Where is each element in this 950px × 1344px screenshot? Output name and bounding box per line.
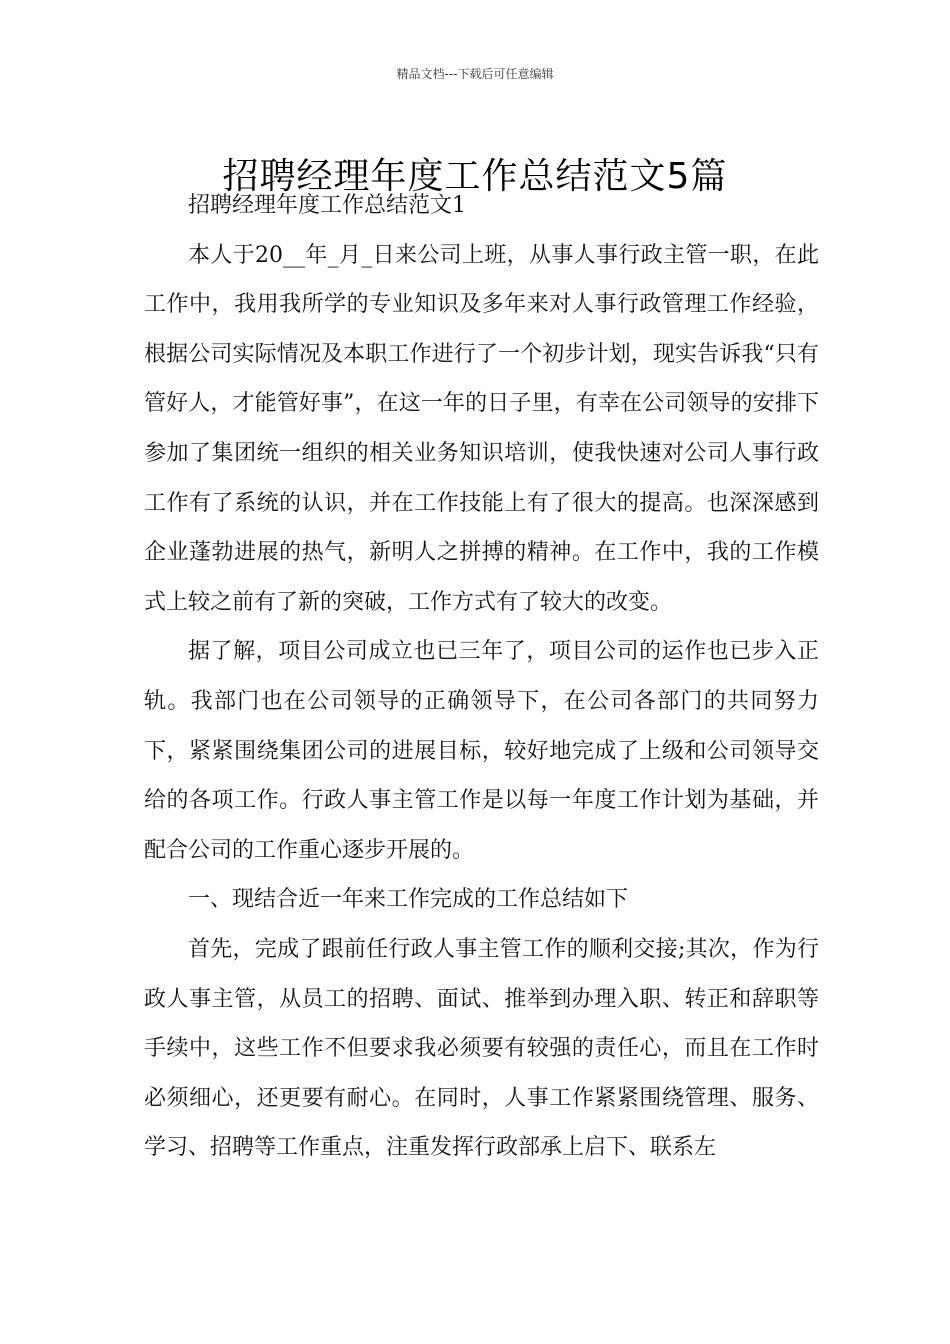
header-note: 精品文档---下载后可任意编辑 [396, 67, 554, 81]
section-heading: 一、现结合近一年来工作完成的工作总结如下 [188, 887, 629, 913]
paragraph: 本人于20__年_月_日来公司上班，从事人事行政主管一职，在此工作中，我用我所学的专业知识及多年来对人事行政管理工作经验，根据公司实际情况及本职工作进行了一个初步计划，现实告诉我“只有管好人，才能管好事”，在这一年的日子里，有幸在公司领导的安排下参加了集团统一组织的相关业务知识培训，使我快速对公司人事行政工作有了系统的认识，并在工作技能上有了很大的提高。也深深感到企业蓬勃进展的热气，新明人之拼搏的精神。在工作中，我的工作模式上较之前有了新的突破，工作方式有了较大的改变。 [144, 242, 819, 615]
section-subtitle: 招聘经理年度工作总结范文1 [188, 193, 466, 218]
paragraph: 据了解，项目公司成立也已三年了，项目公司的运作也已步入正轨。我部门也在公司领导的正确领导下，在公司各部门的共同努力下，紧紧围绕集团公司的进展目标，较好地完成了上级和公司领导交给的各项工作。行政人事主管工作是以每一年度工作计划为基础，并配合公司的工作重心逐步开展的。 [144, 639, 819, 863]
paragraph: 首先，完成了跟前任行政人事主管工作的顺利交接;其次，作为行政人事主管，从员工的招聘、面试、推举到办理入职、转正和辞职等手续中，这些工作不但要求我必须要有较强的责任心，而且在工作时必须细心，还更要有耐心。在同时，人事工作紧紧围绕管理、服务、学习、招聘等工作重点，注重发挥行政部承上启下、联系左 [144, 936, 819, 1161]
document-title: 招聘经理年度工作总结范文5篇 [222, 156, 728, 198]
document-body [144, 181, 819, 1173]
